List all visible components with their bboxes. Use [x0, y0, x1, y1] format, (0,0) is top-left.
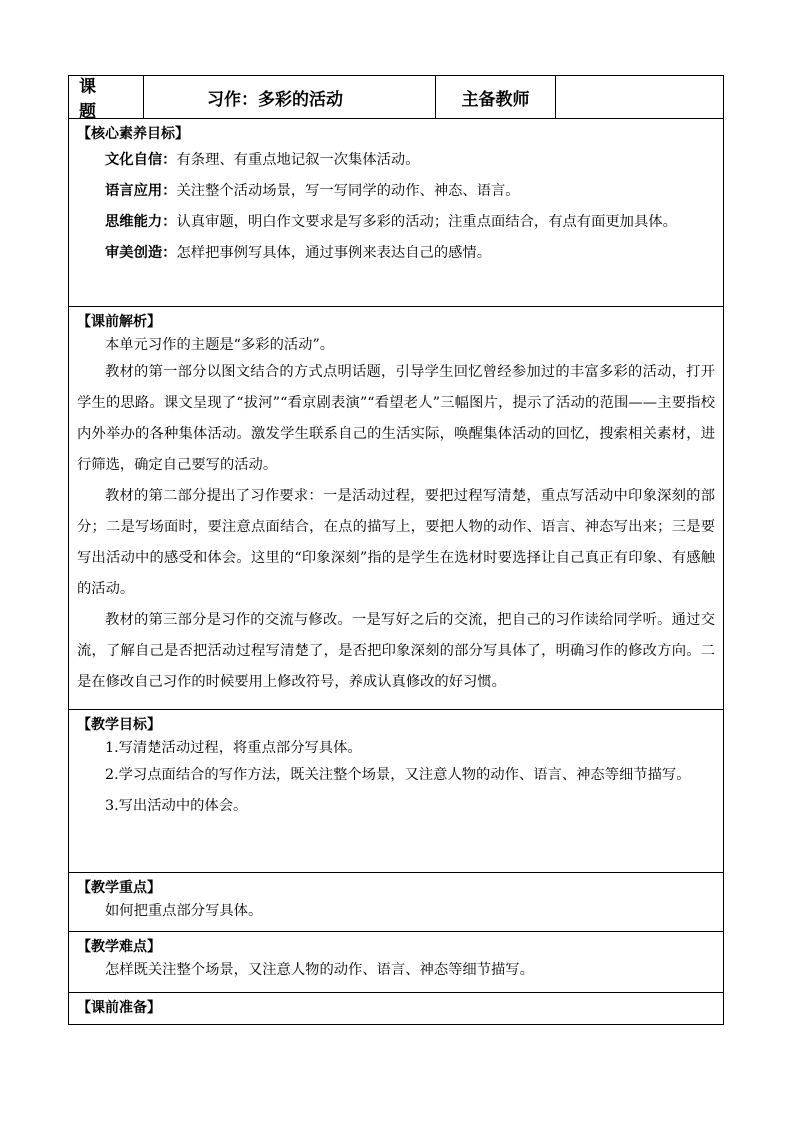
objective-item: 2.学习点面结合的写作方法，既关注整个场景，又注意人物的动作、语言、神态等细节描写。	[105, 767, 691, 783]
analysis-paragraph: 教材的第一部分以图文结合的方式点明话题，引导学生回忆曾经参加过的丰富多彩的活动，打开学生的思路。课文呈现了“拔河”“看京剧表演”“看望老人”三幅图片，提示了活动的范围——主要指校内外举办的各种集体活动。激发学生联系自己的生活实际，唤醒集体活动的回忆，搜索相关素材，进行筛选，确定自己要写的活动。	[77, 364, 715, 473]
analysis-paragraph: 本单元习作的主题是“多彩的活动”。	[105, 337, 335, 353]
analysis-paragraph: 教材的第二部分提出了习作要求：一是活动过程，要把过程写清楚，重点写活动中印象深刻的部分；二是写场面时，要注意点面结合，在点的描写上，要把人物的动作、语言、神态写出来；三是要写出活动中的感受和体会。这里的“印象深刻”指的是学生在选材时要选择让自己真正有印象、有感触的活动。	[77, 488, 715, 597]
difficulty-section	[69, 932, 723, 993]
core-goal-text: 怎样把事例写具体，通过事例来表达自己的感情。	[176, 245, 492, 261]
core-goal-item	[77, 176, 715, 207]
key-point-text: 如何把重点部分写具体。	[105, 903, 263, 919]
core-goals-title: 【核心素养目标】	[77, 126, 189, 142]
difficulty-text: 怎样既关注整个场景，又注意人物的动作、语言、神态等细节描写。	[105, 962, 534, 978]
core-goal-label: 文化自信：	[105, 152, 177, 168]
core-goal-item	[77, 238, 715, 269]
core-goal-label: 语言应用：	[105, 183, 177, 199]
core-goal-text: 有条理、有重点地记叙一次集体活动。	[176, 152, 420, 168]
core-goals-section	[69, 119, 723, 307]
analysis-section	[69, 307, 723, 710]
core-goal-label: 思维能力：	[105, 214, 177, 230]
key-point-section	[69, 873, 723, 932]
core-goal-label: 审美创造：	[105, 245, 177, 261]
key-point-title: 【教学重点】	[77, 880, 161, 896]
header-row	[69, 76, 723, 122]
core-goal-item	[77, 207, 715, 238]
analysis-title: 【课前解析】	[77, 314, 161, 330]
objective-item: 3.写出活动中的体会。	[105, 798, 248, 814]
teacher-value	[556, 76, 723, 118]
objectives-section	[69, 710, 723, 873]
core-goal-text: 关注整个活动场景，写一写同学的动作、神态、语言。	[176, 183, 520, 199]
preparation-title: 【课前准备】	[77, 1000, 161, 1016]
analysis-paragraph: 教材的第三部分是习作的交流与修改。一是写好之后的交流，把自己的习作读给同学听。通过交流，了解自己是否把活动过程写清楚了，是否把印象深刻的部分写具体了，明确习作的修改方向。二是在修改自己习作的时候要用上修改符号，养成认真修改的好习惯。	[77, 612, 715, 690]
lesson-plan-table	[68, 75, 724, 1025]
objectives-title: 【教学目标】	[77, 717, 161, 733]
core-goal-item	[77, 145, 715, 176]
teacher-label: 主备教师	[436, 76, 556, 118]
difficulty-title: 【教学难点】	[77, 939, 161, 955]
objective-item: 1.写清楚活动过程，将重点部分写具体。	[105, 740, 362, 756]
core-goal-text: 认真审题，明白作文要求是写多彩的活动；注重点面结合，有点有面更加具体。	[176, 214, 677, 230]
topic-label: 课 题	[69, 76, 144, 118]
preparation-section	[69, 993, 723, 1024]
topic-title: 习作：多彩的活动	[144, 76, 436, 118]
